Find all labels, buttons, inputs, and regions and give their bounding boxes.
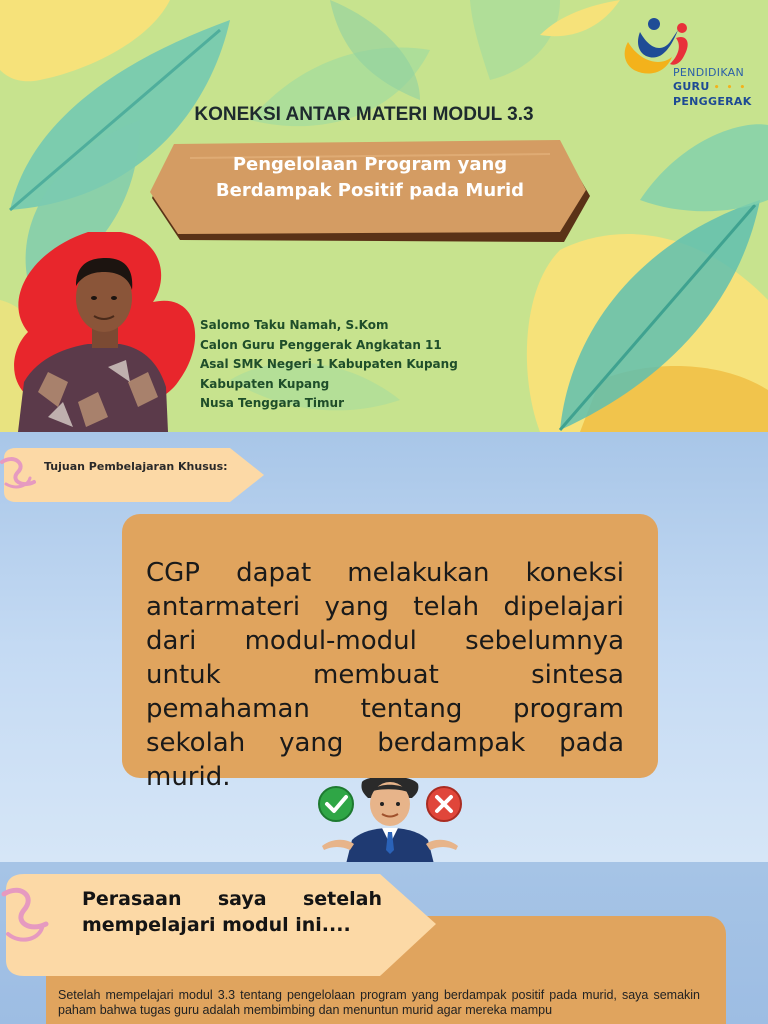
reflection-heading: Perasaan saya setelah mempelajari modul ini.... — [82, 888, 382, 936]
objective-tag — [0, 442, 270, 508]
subtitle-line2: Berdampak Positif pada Murid — [215, 180, 525, 201]
logo-line1: PENDIDIKAN — [673, 66, 745, 79]
author-province: Nusa Tenggara Timur — [200, 396, 345, 410]
subtitle-line1: Pengelolaan Program yang — [232, 154, 508, 175]
objective-text: CGP dapat melakukan koneksi antarmateri yang telah dipelajari dari modul-modul sebelumnya untuk membuat sintesa pemahaman tentang program sekolah yang berdampak pada murid. — [146, 558, 624, 792]
slide-title: KONEKSI ANTAR MATERI MODUL 3.3 — [194, 104, 534, 125]
objective-slide — [0, 432, 768, 862]
logo-line3: PENGGERAK — [673, 95, 752, 108]
reflection-text: Setelah mempelajari modul 3.3 tentang pengelolaan program yang berdampak positif pada murid, saya semakin paham bahwa tugas guru adalah membimbing dan menuntun murid agar mereka mampu — [58, 988, 700, 1017]
title-slide — [0, 0, 768, 432]
author-school: Asal SMK Negeri 1 Kabupaten Kupang — [200, 357, 458, 371]
logo-line2: GURU — [673, 80, 710, 93]
subtitle — [150, 152, 590, 204]
author-photo — [8, 232, 198, 432]
check-icon — [319, 787, 353, 821]
logo-text: PENDIDIKAN GURU • • • PENGGERAK — [673, 66, 752, 108]
reflection-slide — [0, 862, 768, 1024]
author-bio — [200, 316, 458, 414]
author-name: Salomo Taku Namah, S.Kom — [200, 318, 389, 332]
thinking-man-figure — [316, 778, 466, 862]
author-role: Calon Guru Penggerak Angkatan 11 — [200, 337, 442, 352]
cross-icon — [427, 787, 461, 821]
author-regency: Kabupaten Kupang — [200, 376, 330, 391]
objective-heading: Tujuan Pembelajaran Khusus: — [44, 460, 228, 473]
